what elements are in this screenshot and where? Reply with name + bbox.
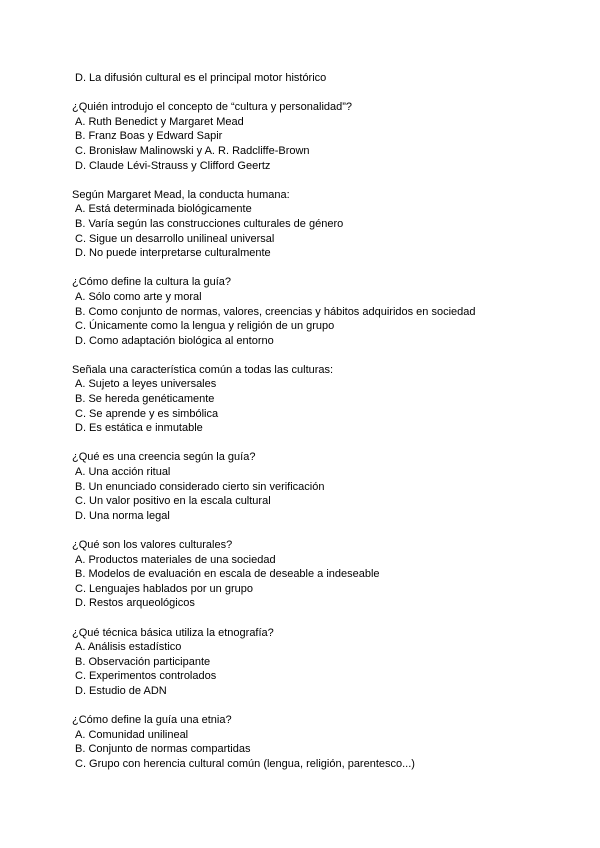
question-block: [72, 538, 542, 611]
answer-option: C. Se aprende y es simbólica: [75, 407, 219, 420]
question-block: [72, 363, 542, 436]
answer-option: A. Una acción ritual: [75, 466, 171, 479]
answer-option: B. Como conjunto de normas, valores, creencias y hábitos adquiridos en sociedad: [75, 305, 476, 318]
answer-option: B. Modelos de evaluación en escala de deseable a indeseable: [75, 568, 380, 581]
answer-option: A. Sólo como arte y moral: [75, 290, 202, 303]
answer-option: C. Un valor positivo en la escala cultural: [75, 495, 271, 508]
answer-option: D. No puede interpretarse culturalmente: [75, 247, 271, 260]
answer-option: A. Sujeto a leyes universales: [75, 378, 217, 391]
answer-option: A. Análisis estadístico: [75, 641, 182, 654]
answer-option: A. Ruth Benedict y Margaret Mead: [75, 115, 244, 128]
answer-option: A. Productos materiales de una sociedad: [75, 553, 276, 566]
question-text: Según Margaret Mead, la conducta humana:: [72, 188, 290, 201]
answer-option: C. Sigue un desarrollo unilineal universal: [75, 232, 275, 245]
question-block: [72, 188, 542, 261]
answer-option: B. Franz Boas y Edward Sapir: [75, 130, 223, 143]
answer-option: C. Únicamente como la lengua y religión de un grupo: [75, 320, 335, 333]
answer-option: D. Es estática e inmutable: [75, 422, 203, 435]
answer-option: D. Claude Lévi-Strauss y Clifford Geertz: [75, 159, 271, 172]
answer-option: B. Varía según las construcciones culturales de género: [75, 217, 344, 230]
answer-option: C. Lenguajes hablados por un grupo: [75, 582, 253, 595]
answer-option: D. Restos arqueológicos: [75, 597, 195, 610]
answer-option: D. Como adaptación biológica al entorno: [75, 334, 274, 347]
quiz-content: [72, 71, 542, 772]
answer-option: D. Una norma legal: [75, 509, 170, 522]
question-text: ¿Qué son los valores culturales?: [72, 539, 233, 551]
question-text: ¿Qué es una creencia según la guía?: [72, 451, 256, 464]
answer-option: C. Experimentos controlados: [75, 670, 217, 683]
question-list: [72, 100, 542, 771]
question-text: ¿Qué técnica básica utiliza la etnografía?: [72, 626, 274, 639]
question-block: [72, 450, 542, 523]
question-block: [72, 713, 542, 771]
answer-option: A. Está determinada biológicamente: [75, 203, 252, 216]
question-text: ¿Cómo define la cultura la guía?: [72, 276, 231, 289]
answer-option: B. Conjunto de normas compartidas: [75, 743, 251, 756]
question-text: ¿Cómo define la guía una etnia?: [72, 714, 232, 727]
opening-option: D. La difusión cultural es el principal motor histórico: [75, 72, 327, 84]
answer-option: C. Bronisław Malinowski y A. R. Radcliffe-Brown: [75, 144, 310, 157]
question-block: [72, 275, 542, 348]
question-block: [72, 100, 542, 173]
answer-option: B. Se hereda genéticamente: [75, 393, 215, 406]
answer-option: B. Un enunciado considerado cierto sin verificación: [75, 480, 325, 493]
question-text: Señala una característica común a todas las culturas:: [72, 363, 334, 376]
answer-option: A. Comunidad unilineal: [75, 728, 189, 741]
question-text: ¿Quién introdujo el concepto de “cultura y personalidad”?: [72, 101, 353, 114]
answer-option: B. Observación participante: [75, 655, 211, 668]
answer-option: D. Estudio de ADN: [75, 684, 167, 697]
answer-option: C. Grupo con herencia cultural común (lengua, religión, parentesco...): [75, 757, 415, 770]
question-block: [72, 626, 542, 699]
